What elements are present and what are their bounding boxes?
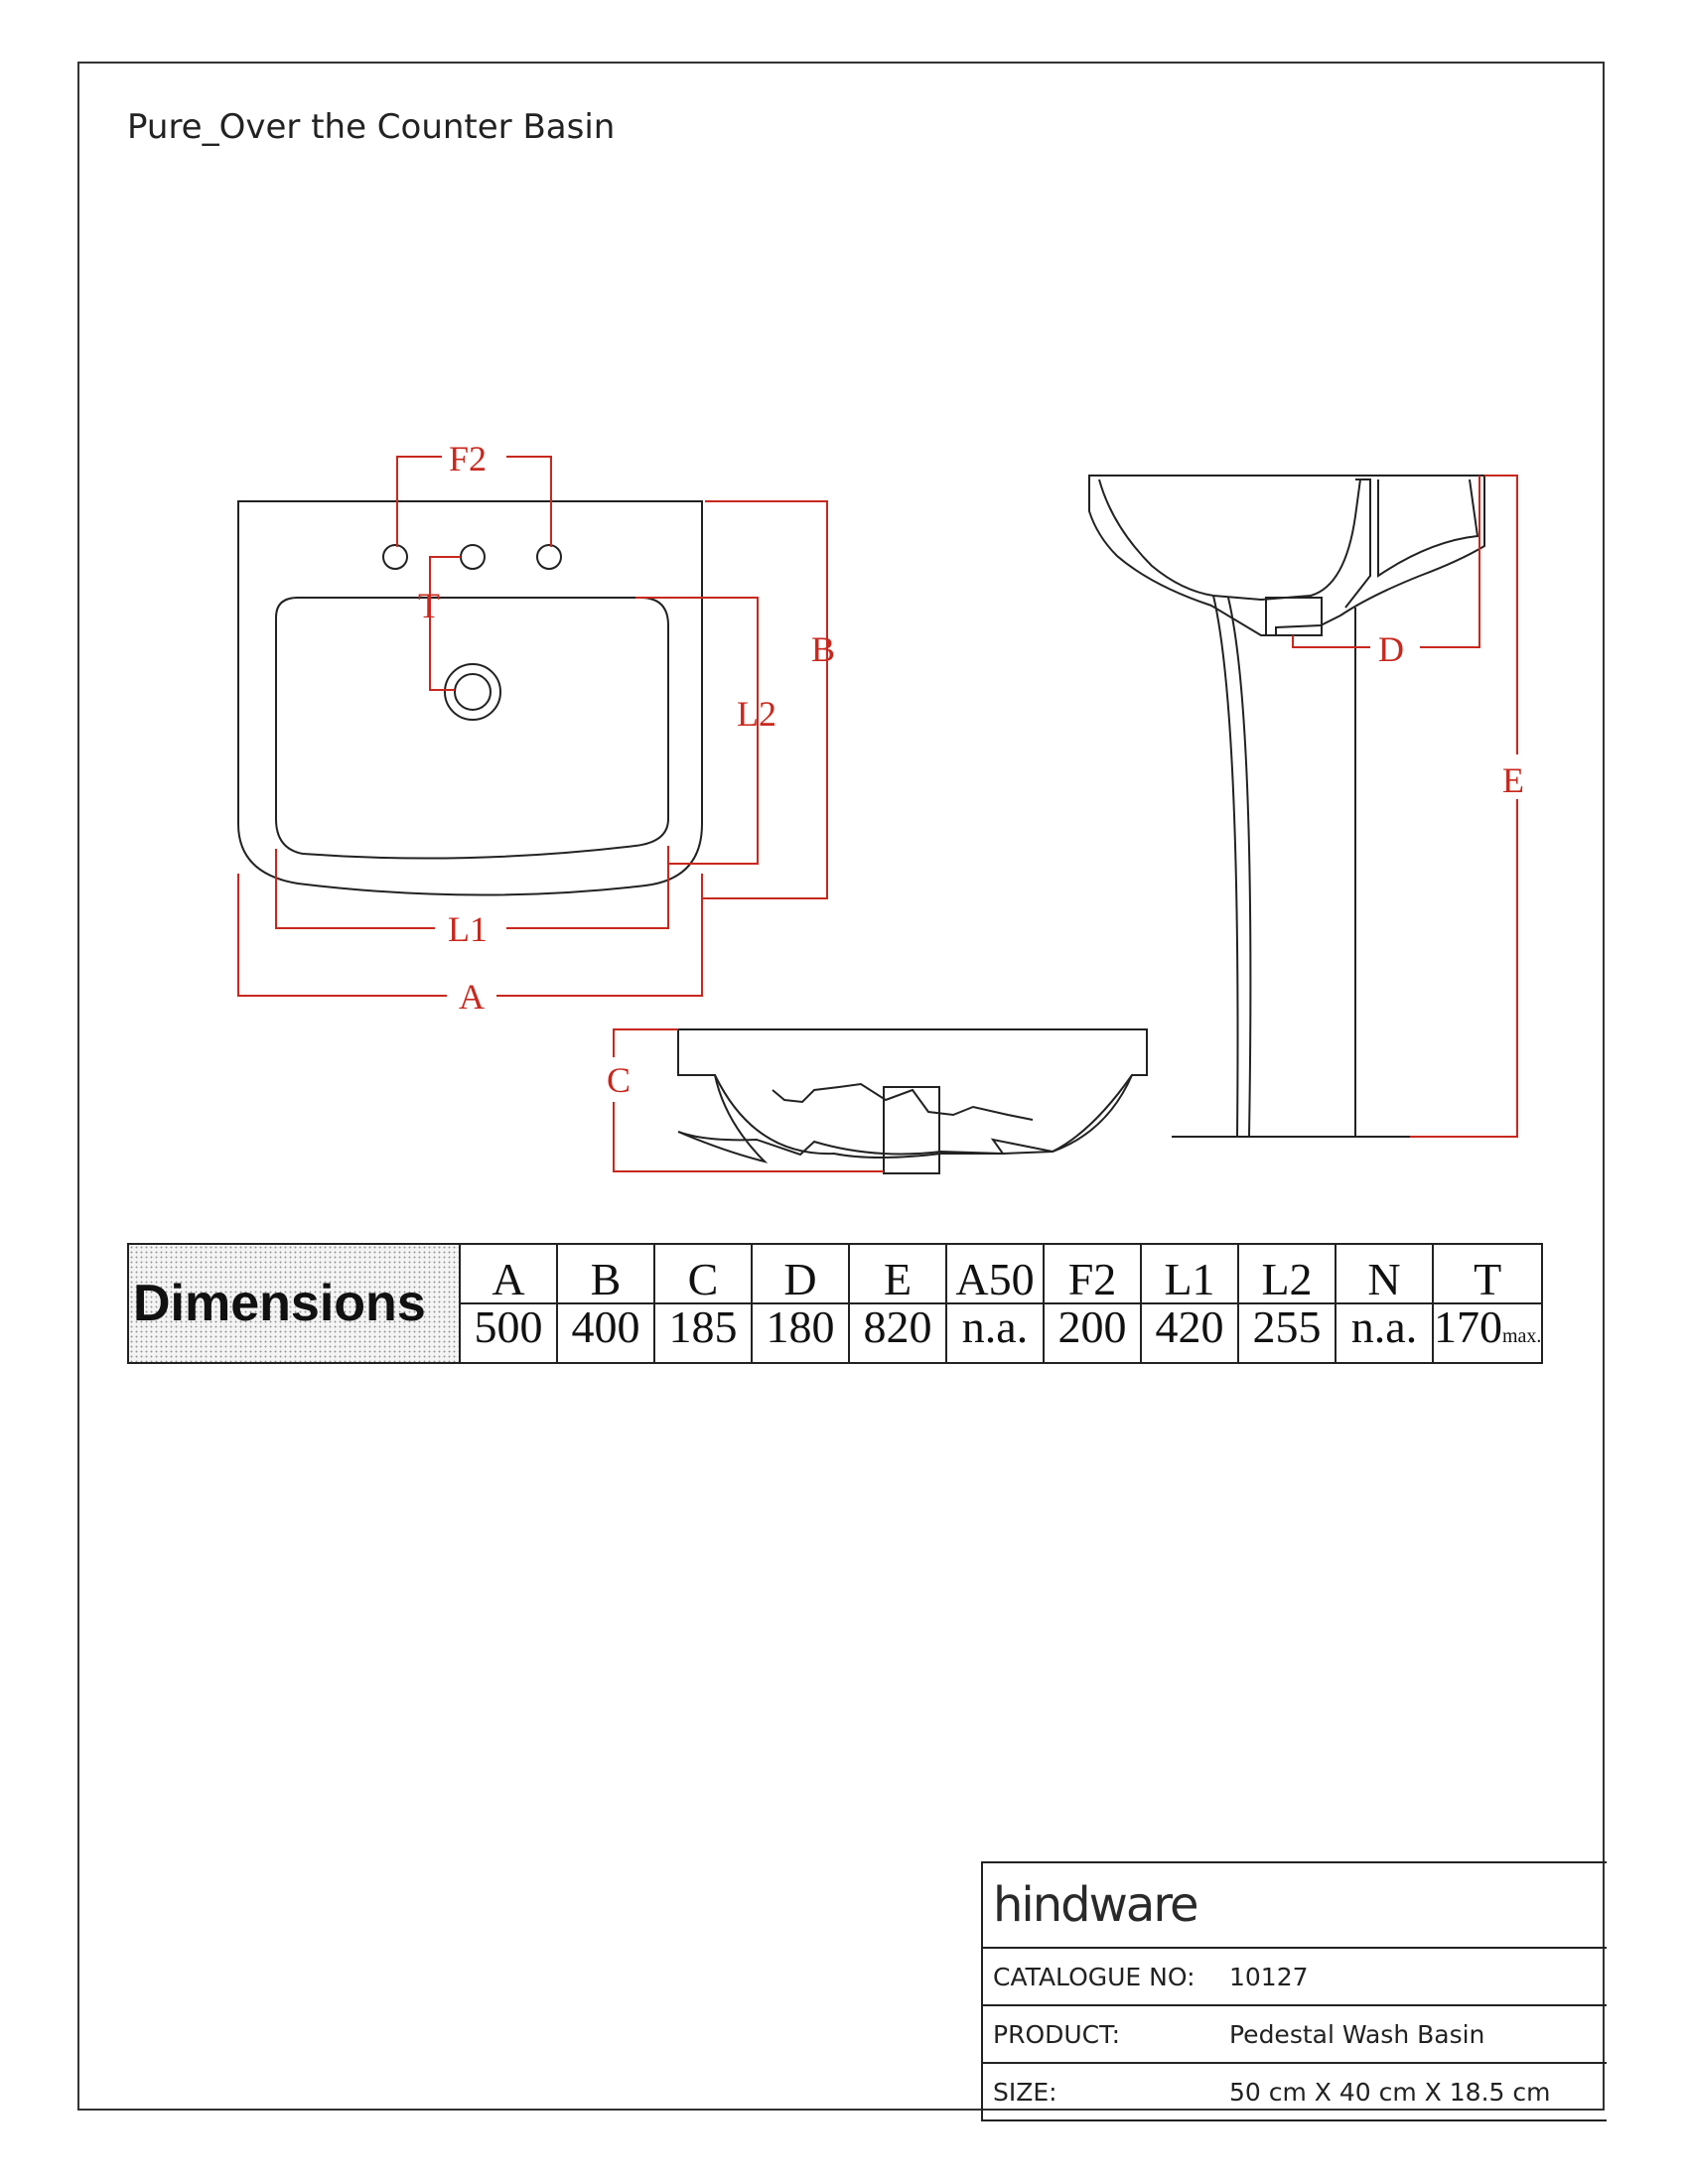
dim-value: 185: [654, 1303, 752, 1363]
dim-value: 170: [1434, 1301, 1502, 1352]
dim-header: T: [1433, 1244, 1542, 1303]
dim-value-t: [1433, 1303, 1542, 1363]
dim-header: F2: [1044, 1244, 1141, 1303]
label-A: A: [459, 977, 485, 1017]
dim-header: E: [849, 1244, 946, 1303]
front-outline: [678, 1029, 1147, 1161]
side-bowl: [1099, 479, 1360, 600]
catalogue-key: CATALOGUE NO:: [993, 1962, 1196, 1991]
side-view: [1089, 476, 1484, 1137]
dim-value: 180: [752, 1303, 849, 1363]
plan-bowl: [276, 598, 668, 859]
catalogue-value: 10127: [1229, 1962, 1309, 1991]
tap-hole-right: [537, 545, 561, 569]
dim-value: 255: [1238, 1303, 1336, 1363]
plan-view: [238, 501, 702, 895]
dim-value: 500: [460, 1303, 557, 1363]
side-pedestal-front: [1213, 596, 1250, 1137]
front-pedestal-stub: [884, 1087, 939, 1173]
label-L1: L1: [448, 909, 488, 949]
front-inner-profile: [773, 1084, 1033, 1120]
dim-header: N: [1336, 1244, 1433, 1303]
front-dimension-lines: [614, 1029, 884, 1171]
dim-header: D: [752, 1244, 849, 1303]
dim-header: L1: [1141, 1244, 1238, 1303]
label-T: T: [418, 586, 440, 625]
dim-header: L2: [1238, 1244, 1336, 1303]
size-key: SIZE:: [993, 2077, 1057, 2107]
tap-hole-left: [383, 545, 407, 569]
dim-header: A: [460, 1244, 557, 1303]
title-block-row-product: [983, 2006, 1607, 2064]
dim-header: A50: [946, 1244, 1044, 1303]
label-D: D: [1378, 629, 1404, 669]
dim-unit-max: max.: [1502, 1325, 1542, 1347]
title-block: [981, 1861, 1607, 2121]
page-title: Pure_Over the Counter Basin: [127, 107, 616, 147]
label-C: C: [607, 1060, 632, 1100]
label-F2: F2: [449, 439, 488, 478]
plan-outline: [238, 501, 702, 895]
side-waste-outlet: [1266, 598, 1322, 635]
dim-header: C: [654, 1244, 752, 1303]
title-block-row-size: [983, 2064, 1607, 2121]
dimensions-label: Dimensions: [128, 1244, 460, 1363]
label-E: E: [1502, 760, 1524, 800]
title-block-row-catalogue: [983, 1949, 1607, 2006]
dim-header: B: [557, 1244, 654, 1303]
dim-value: 400: [557, 1303, 654, 1363]
brand-logo: hindware: [983, 1863, 1607, 1949]
dim-value: 820: [849, 1303, 946, 1363]
label-B: B: [811, 629, 836, 669]
dim-value: 420: [1141, 1303, 1238, 1363]
dim-value: 200: [1044, 1303, 1141, 1363]
front-view: [678, 1029, 1147, 1173]
side-basin-outline: [1089, 476, 1484, 635]
product-key: PRODUCT:: [993, 2019, 1121, 2049]
drain-inner: [455, 674, 491, 710]
tap-hole-center: [461, 545, 485, 569]
drain-outer: [445, 664, 500, 720]
dim-value: n.a.: [1336, 1303, 1433, 1363]
size-value: 50 cm X 40 cm X 18.5 cm: [1229, 2077, 1551, 2107]
dim-value: n.a.: [946, 1303, 1044, 1363]
label-L2: L2: [737, 694, 776, 734]
product-value: Pedestal Wash Basin: [1229, 2019, 1485, 2049]
dimensions-table: [127, 1243, 1543, 1364]
side-overflow: [1345, 479, 1477, 608]
side-dimension-lines: [1293, 476, 1517, 1137]
